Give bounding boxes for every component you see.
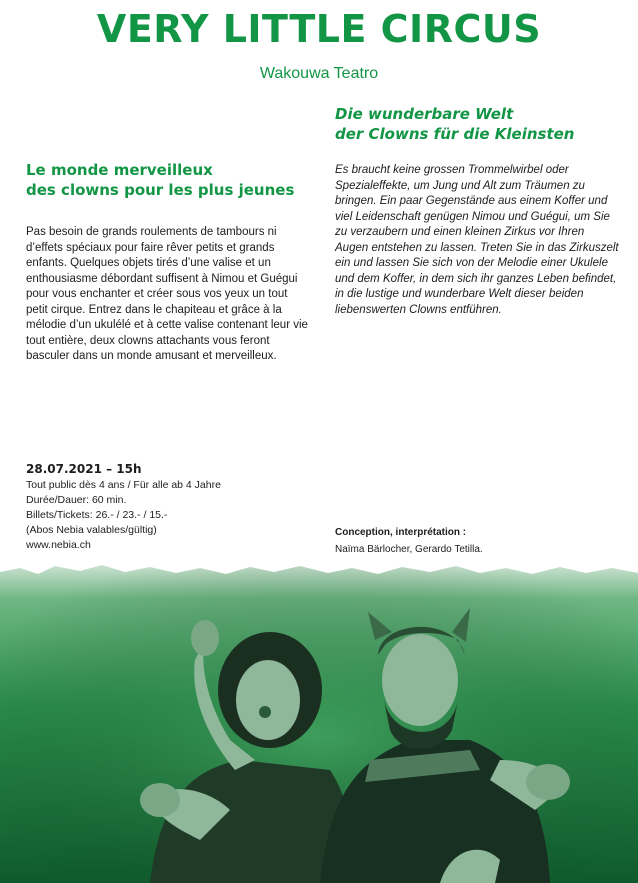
show-title: VERY LITTLE CIRCUS xyxy=(96,7,542,51)
event-abos: (Abos Nebia valables/gültig) xyxy=(26,524,157,536)
heading-german-line-2: der Clowns für die Kleinsten xyxy=(335,125,575,143)
heading-german-line-1: Die wunderbare Welt xyxy=(335,105,514,123)
event-tickets: Billets/Tickets: 26.- / 23.- / 15.- xyxy=(26,509,168,521)
credits-names: Naïma Bärlocher, Gerardo Tetilla. xyxy=(335,544,483,555)
event-duration: Durée/Dauer: 60 min. xyxy=(26,494,127,506)
credits-label: Conception, interprétation : xyxy=(335,527,467,538)
event-website-link[interactable]: www.nebia.ch xyxy=(26,539,91,551)
heading-french-line-1: Le monde merveilleux xyxy=(26,161,213,179)
description-french: Pas besoin de grands roulements de tambours ni d’effets spéciaux pour faire rêver petits et grands enfants. Quelques objets tirés d’une valise et un enthousiasme débordant suffisent à Nimou et Guégui pour vous enchanter et créer sous vos yeux un tout petit cirque. Entrez dans le chapiteau et grâce à la mélodie d’un ukulélé et à cette valise contenant leur vie tout entière, deux clowns attachants vous feront basculer dans un monde amusant et merveilleux. xyxy=(26,226,308,362)
heading-french-line-2: des clowns pour les plus jeunes xyxy=(26,181,295,199)
event-date: 28.07.2021 – 15h xyxy=(26,462,142,476)
event-audience: Tout public dès 4 ans / Für alle ab 4 Jahre xyxy=(26,479,221,491)
company-name: Wakouwa Teatro xyxy=(259,65,379,82)
description-german: Es braucht keine grossen Trommelwirbel oder Spezialeffekte, um Jung und Alt zum Träumen zu bringen. Ein paar Gegenstände aus einem Koffer und viel Leidenschaft genügen Nimou und Guégui, um Sie zu verzaubern und einen kleinen Zirkus vor Ihren Augen entstehen zu lassen. Treten Sie in das Zirkuszelt ein und lassen Sie sich von der Melodie einer Ukulele und dem Koffer, in dem sich ihr ganzes Leben befindet, in die lustige und wunderbare Welt dieser beiden liebenswerten Clowns entführen. xyxy=(335,164,619,316)
